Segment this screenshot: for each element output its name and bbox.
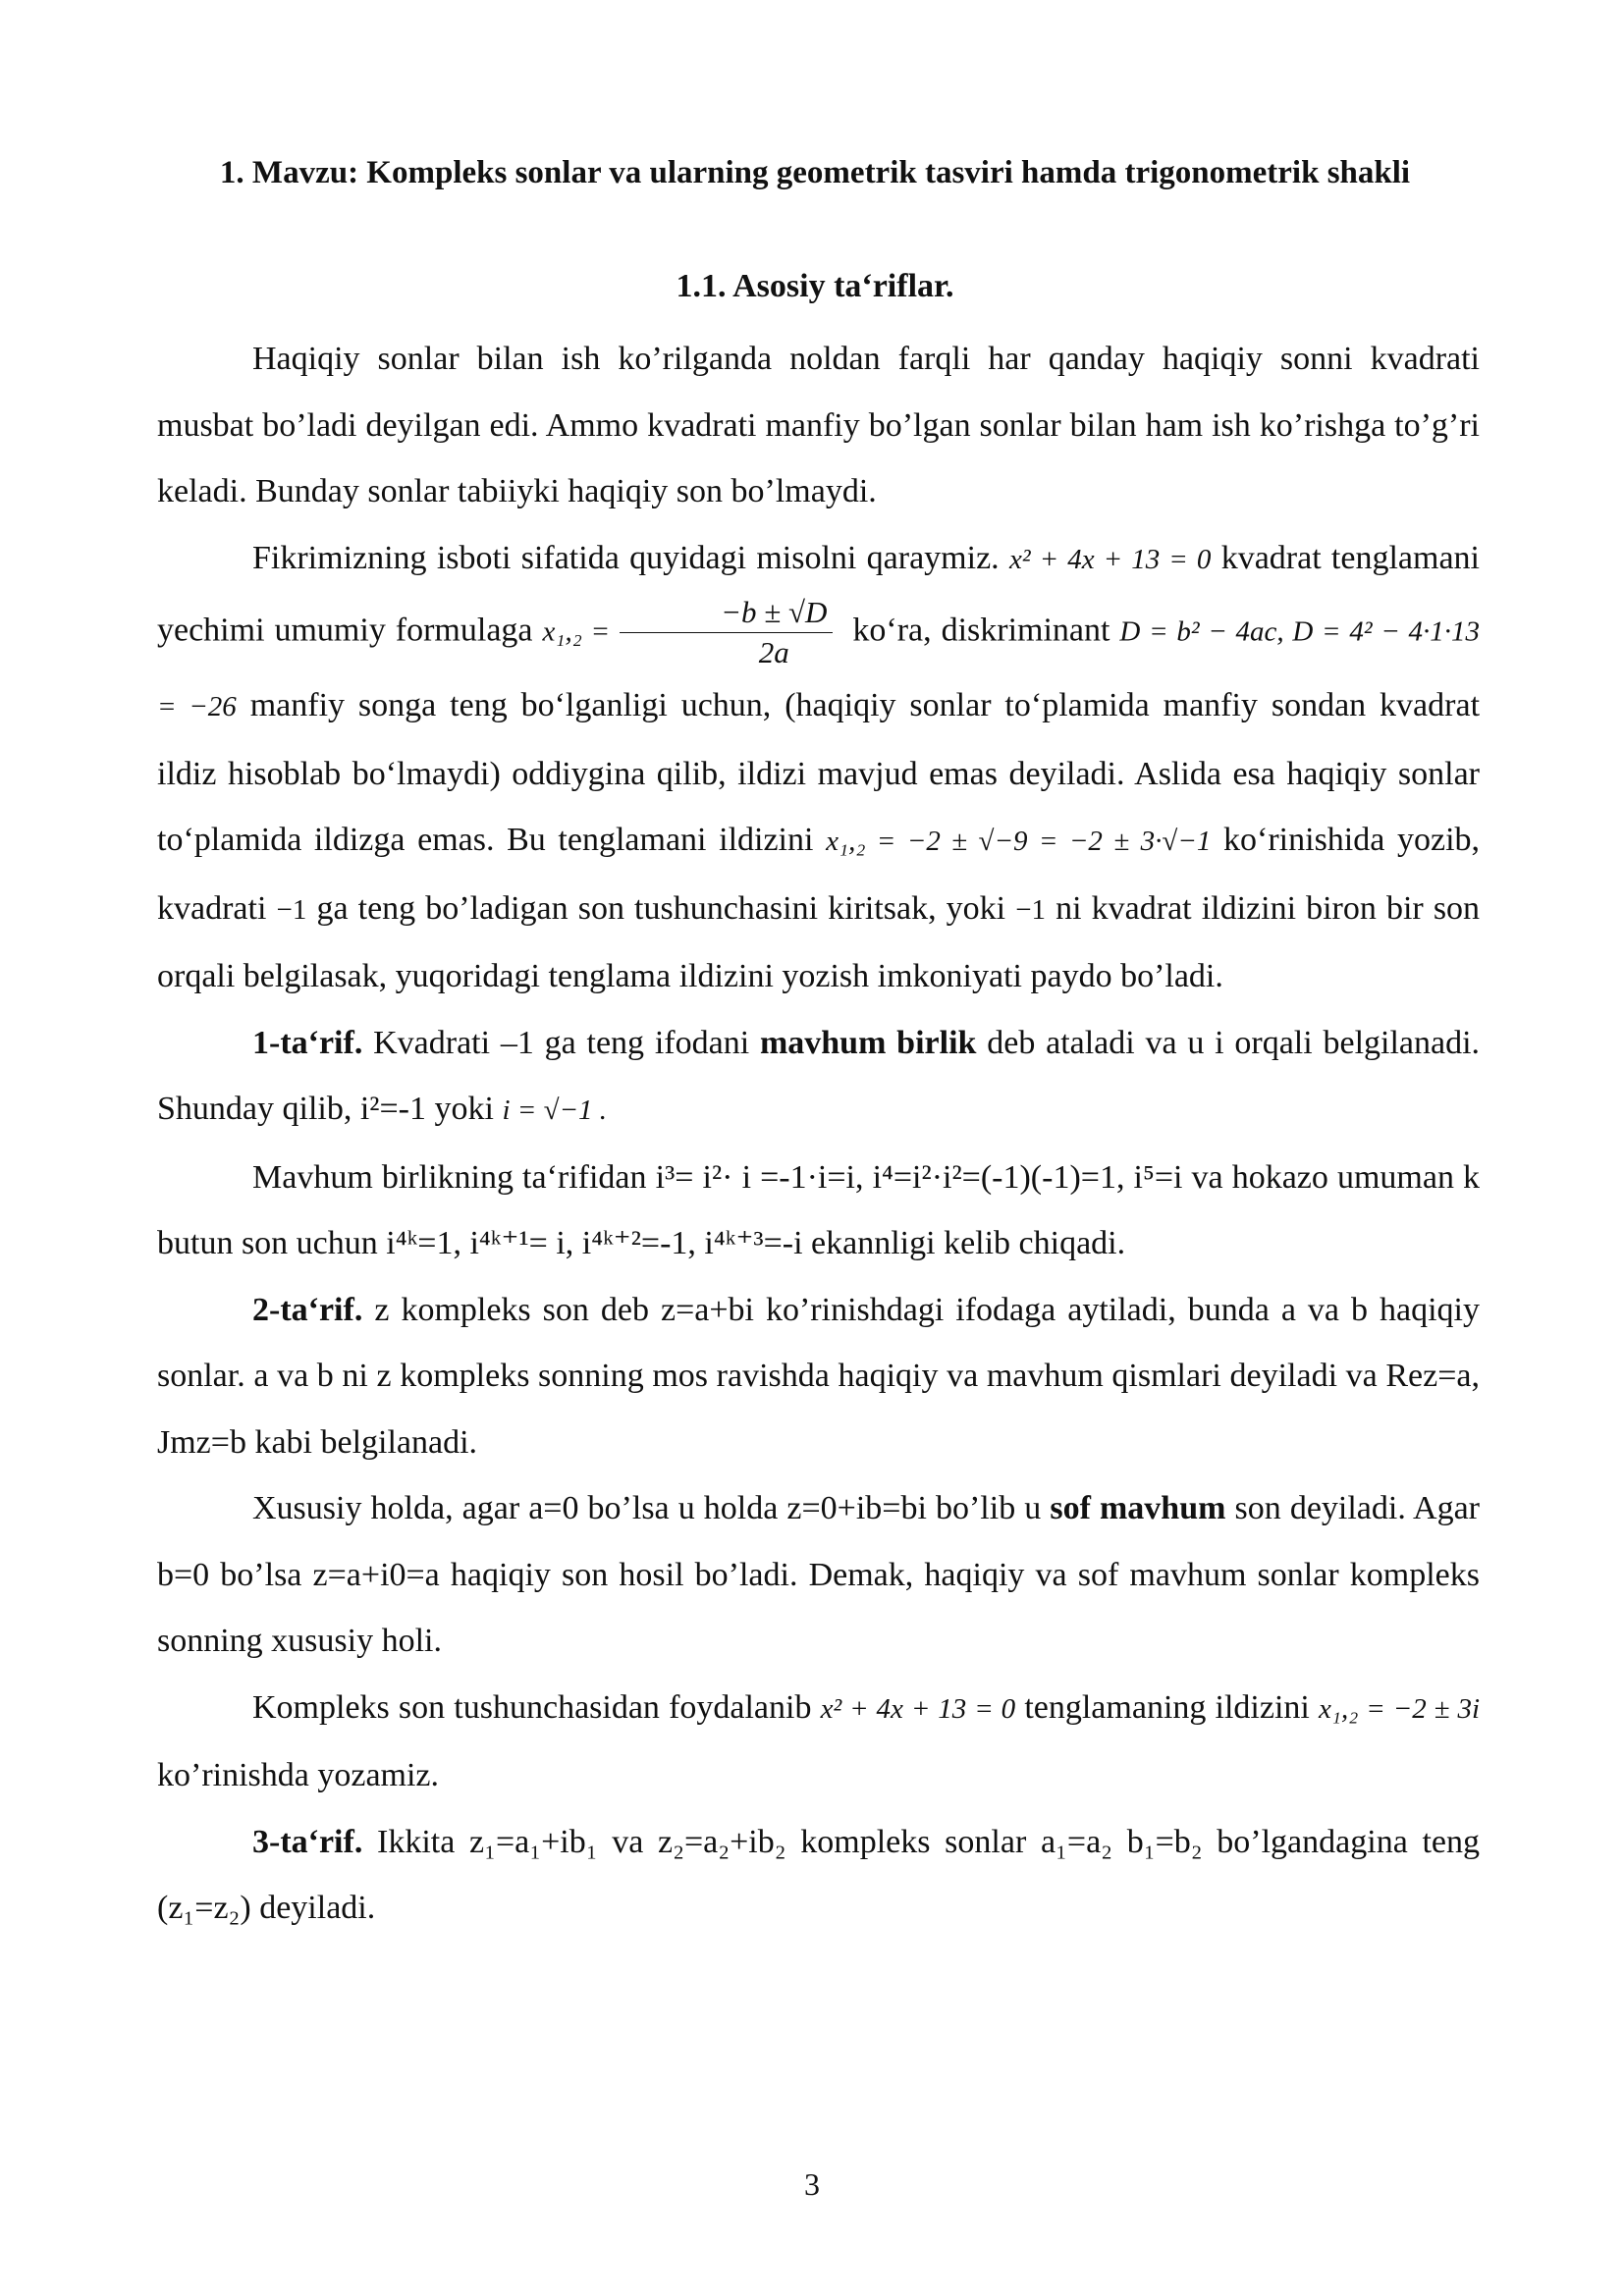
equation-roots: x₁,₂ = −2 ± √−9 = −2 ± 3·√−1 bbox=[826, 826, 1212, 857]
text-span: ko‘ra, diskriminant bbox=[852, 612, 1110, 649]
text-span: tenglamaning ildizini bbox=[1024, 1688, 1310, 1726]
definition-3 bbox=[157, 1809, 1480, 1942]
equation-roots-lhs: x₁,₂ = bbox=[542, 615, 611, 648]
equation-quadratic: x² + 4x + 13 = 0 bbox=[1008, 543, 1212, 575]
text-span: va hokazo umuman k butun son uchun bbox=[157, 1158, 1481, 1261]
text-span: ekannligi kelib chiqadi. bbox=[811, 1225, 1126, 1261]
text-span: Kompleks son tushunchasidan foydalanib bbox=[252, 1688, 812, 1726]
definition-label: 2-ta‘rif. bbox=[252, 1291, 363, 1328]
equation-quadratic: x² + 4x + 13 = 0 bbox=[820, 1692, 1016, 1725]
section-heading: 1.1. Asosiy ta‘riflar. bbox=[676, 268, 954, 304]
text-span: Xususiy holda, agar a=0 bo’lsa u holda z=0+ib=bi bo’lib u bbox=[252, 1490, 1042, 1526]
body-text bbox=[157, 326, 1480, 1942]
equation-i-sqrt: i = √−1 . bbox=[502, 1095, 608, 1126]
paragraph-example bbox=[157, 525, 1480, 1010]
page-title: 1. Mavzu: Kompleks sonlar va ularning geometrik tasviri hamda trigonometrik shakli bbox=[219, 155, 1411, 190]
paragraph-intro: Haqiqiy sonlar bilan ish ko’rilganda noldan farqli har qanday haqiqiy sonni kvadrati musbat bo’ladi deyilgan edi. Ammo kvadrati manfiy bo’lgan sonlar bilan ham ish ko’rishga to’g’ri keladi. Bunday sonlar tabiiyki haqiqiy son bo’lmaydi. bbox=[157, 341, 1480, 509]
equation-i-cubed: i³= i²· i =-1·i=i, bbox=[655, 1158, 864, 1196]
math-minus-one: −1 bbox=[276, 893, 307, 926]
text-span: yoki bbox=[434, 1091, 494, 1127]
text-span: ko‘rinishida yozib, kvadrati bbox=[157, 822, 1481, 927]
text-span: z kompleks son deb z=a+bi ko’rinishdagi ifodaga aytiladi, bunda a va b haqiqiy sonlar. a va b ni z kompleks sonning mos ravishda haqiqiy va mavhum qismlari deyiladi va Rez=a, Jmz=b kabi belgilanadi. bbox=[157, 1291, 1480, 1461]
equation-i-fourth: i⁴=i²·i²=(-1)(-1)=1, bbox=[872, 1158, 1125, 1196]
text-span: manfiy songa teng bo‘lganligi uchun, (haqiqiy sonlar to‘plamida manfiy sondan kvadrat ildiz hisoblab bo‘lmaydi) oddiygina qilib, ildizi mavjud emas deyiladi. Aslida esa haqiqiy sonlar to‘plamida ildizga emas. Bu tenglamani ildizini bbox=[157, 687, 1481, 858]
definition-label: 3-ta‘rif. bbox=[252, 1823, 363, 1860]
text-span: Kvadrati –1 ga teng ifodani bbox=[373, 1024, 750, 1061]
definition-1 bbox=[157, 1010, 1480, 1145]
fraction-numerator: −b ± √D bbox=[620, 593, 833, 633]
equation-i-squared: i²=-1 bbox=[359, 1091, 426, 1127]
definition-2 bbox=[157, 1277, 1480, 1476]
text-span: ni kvadrat ildizini biron bir son orqali belgilasak, yuqoridagi tenglama ildizini yozish imkoniyati paydo bo’ladi. bbox=[157, 889, 1481, 994]
paragraph-powers bbox=[157, 1145, 1480, 1277]
text-span: son deyiladi. Agar b=0 bo’lsa z=a+i0=a haqiqiy son hosil bo’ladi. Demak, haqiqiy va sof mavhum sonlar kompleks sonning xususiy holi. bbox=[157, 1490, 1481, 1659]
defined-term: sof mavhum bbox=[1050, 1490, 1226, 1526]
equation-discriminant: D = b² − 4ac, D = 4² − 4·1·13 = −26 bbox=[157, 615, 1481, 722]
equation-i-general: i⁴ᵏ=1, i⁴ᵏ⁺¹= i, i⁴ᵏ⁺²=-1, i⁴ᵏ⁺³=-i bbox=[386, 1225, 803, 1261]
text-span: ko’rinishda yozamiz. bbox=[157, 1757, 440, 1793]
text-span: Ikkita z₁=a₁+ib₁ va z₂=a₂+ib₂ kompleks sonlar a₁=a₂ b₁=b₂ bo’lgandagina teng (z₁=z₂) deyiladi. bbox=[157, 1823, 1481, 1926]
paragraph-special-case bbox=[157, 1475, 1480, 1675]
text-span: ga teng bo’ladigan son tushunchasini kiritsak, yoki bbox=[316, 889, 1006, 927]
fraction-denominator: 2a bbox=[758, 635, 789, 669]
paragraph-solution bbox=[157, 1675, 1480, 1809]
definition-label: 1-ta‘rif. bbox=[252, 1024, 363, 1061]
text-span: Fikrimizning isboti sifatida quyidagi misolni qaraymiz. bbox=[252, 539, 1000, 576]
equation-complex-roots: x₁,₂ = −2 ± 3i bbox=[1319, 1692, 1481, 1725]
text-span: Mavhum birlikning ta‘rifidan bbox=[252, 1158, 647, 1196]
quadratic-formula-fraction bbox=[620, 593, 833, 672]
text-span: kvadrat tenglamani yechimi umumiy formulaga bbox=[157, 539, 1480, 649]
math-minus-one: −1 bbox=[1015, 893, 1047, 926]
page-number: 3 bbox=[804, 2166, 820, 2202]
defined-term: mavhum birlik bbox=[759, 1024, 977, 1061]
text-span: deb ataladi va u i orqali belgilanadi. Shunday qilib, bbox=[157, 1024, 1481, 1127]
equation-i-fifth: i⁵=i bbox=[1133, 1158, 1183, 1196]
